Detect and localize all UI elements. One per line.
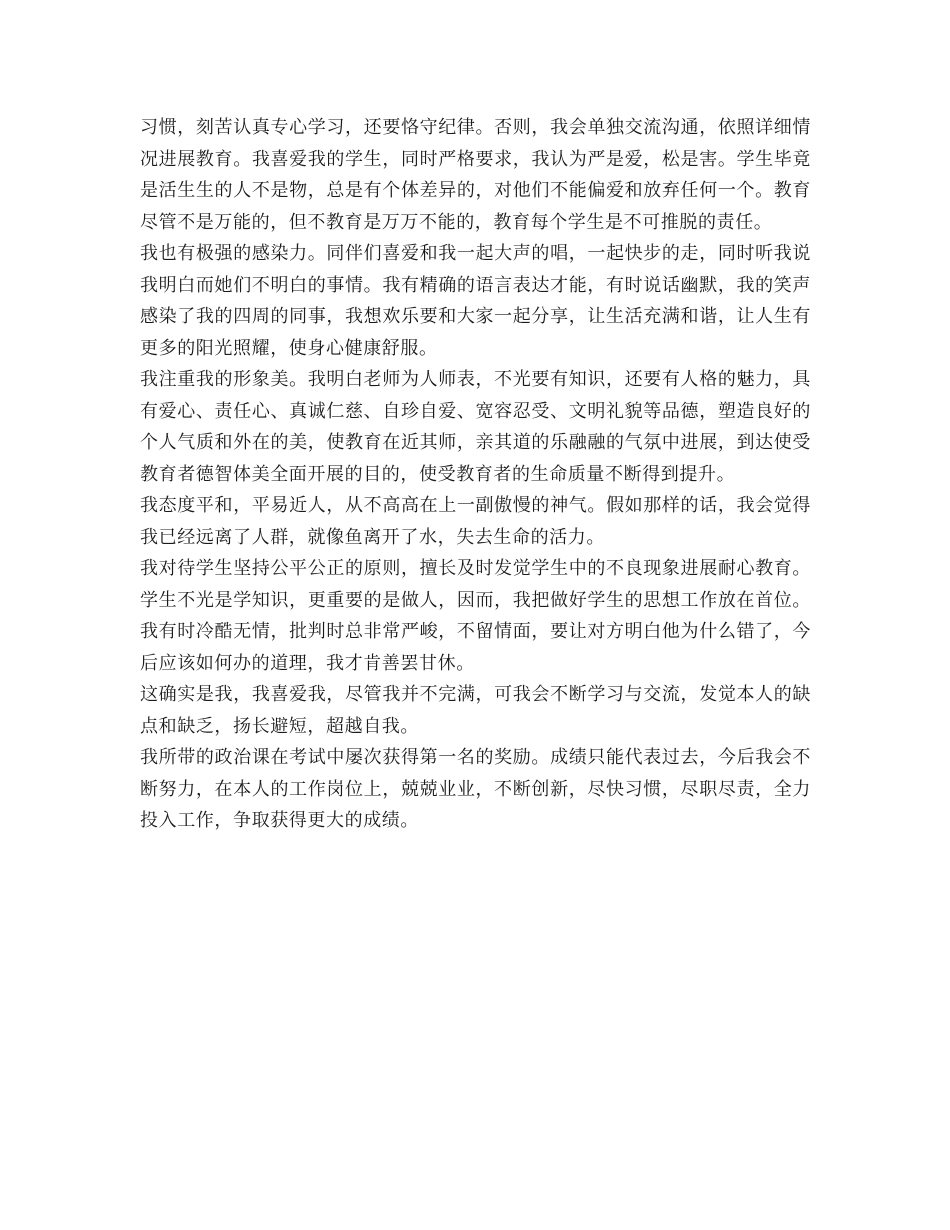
paragraph	[140, 679, 811, 742]
text-line: 教育者德智体美全面开展的目的，使受教育者的生命质量不断得到提升。	[140, 463, 736, 485]
paragraph	[140, 238, 811, 364]
text-line: 断努力，在本人的工作岗位上，兢兢业业，不断创新，尽快习惯，尽职尽责，全力	[140, 778, 811, 800]
paragraph	[140, 585, 811, 617]
text-line: 况进展教育。我喜爱我的学生，同时严格要求，我认为严是爱，松是害。学生毕竟	[140, 148, 811, 170]
text-line: 我态度平和，平易近人，从不高高在上一副傲慢的神气。假如那样的话，我会觉得	[140, 495, 811, 516]
document-body	[140, 112, 811, 837]
text-line: 学生不光是学知识，更重要的是做人，因而，我把做好学生的思想工作放在首位。	[140, 589, 811, 611]
text-line: 后应该如何办的道理，我才肯善罢甘休。	[140, 652, 475, 674]
text-line: 我注重我的形象美。我明白老师为人师表，不光要有知识，还要有人格的魅力，具	[140, 369, 811, 390]
text-line: 感染了我的四周的同事，我想欢乐要和大家一起分享，让生活充满和谐，让人生有	[140, 306, 811, 327]
paragraph	[140, 616, 811, 679]
text-line: 点和缺乏，扬长避短，超越自我。	[140, 715, 419, 737]
text-line: 我所带的政治课在考试中屡次获得第一名的奖励。成绩只能代表过去，今后我会不	[140, 747, 811, 768]
paragraph	[140, 490, 811, 553]
paragraph	[140, 553, 811, 585]
text-line: 尽管不是万能的，但不教育是万万不能的，教育每个学生是不可推脱的责任。	[140, 211, 773, 233]
text-line: 习惯，刻苦认真专心学习，还要恪守纪律。否则，我会单独交流沟通，依照详细情	[140, 117, 811, 138]
text-line: 我已经远离了人群，就像鱼离开了水，失去生命的活力。	[140, 526, 605, 548]
text-line: 我对待学生坚持公平公正的原则，擅长及时发觉学生中的不良现象进展耐心教育。	[140, 558, 811, 579]
paragraph	[140, 112, 811, 238]
text-line: 更多的阳光照耀，使身心健康舒服。	[140, 337, 438, 359]
text-line: 是活生生的人不是物，总是有个体差异的，对他们不能偏爱和放弃任何一个。教育	[140, 180, 811, 201]
text-line: 我也有极强的感染力。同伴们喜爱和我一起大声的唱，一起快步的走，同时听我说	[140, 243, 811, 264]
paragraph	[140, 364, 811, 490]
text-line: 我明白而她们不明白的事情。我有精确的语言表达才能，有时说话幽默，我的笑声	[140, 274, 811, 296]
text-line: 有爱心、责任心、真诚仁慈、自珍自爱、宽容忍受、文明礼貌等品德，塑造良好的	[140, 400, 811, 422]
text-line: 个人气质和外在的美，使教育在近其师，亲其道的乐融融的气氛中进展，到达使受	[140, 432, 811, 453]
text-line: 投入工作，争取获得更大的成绩。	[140, 810, 419, 831]
text-line: 这确实是我，我喜爱我，尽管我并不完满，可我会不断学习与交流，发觉本人的缺	[140, 684, 811, 705]
paragraph	[140, 742, 811, 837]
text-line: 我有时冷酷无情，批判时总非常严峻，不留情面，要让对方明白他为什么错了，今	[140, 621, 811, 642]
